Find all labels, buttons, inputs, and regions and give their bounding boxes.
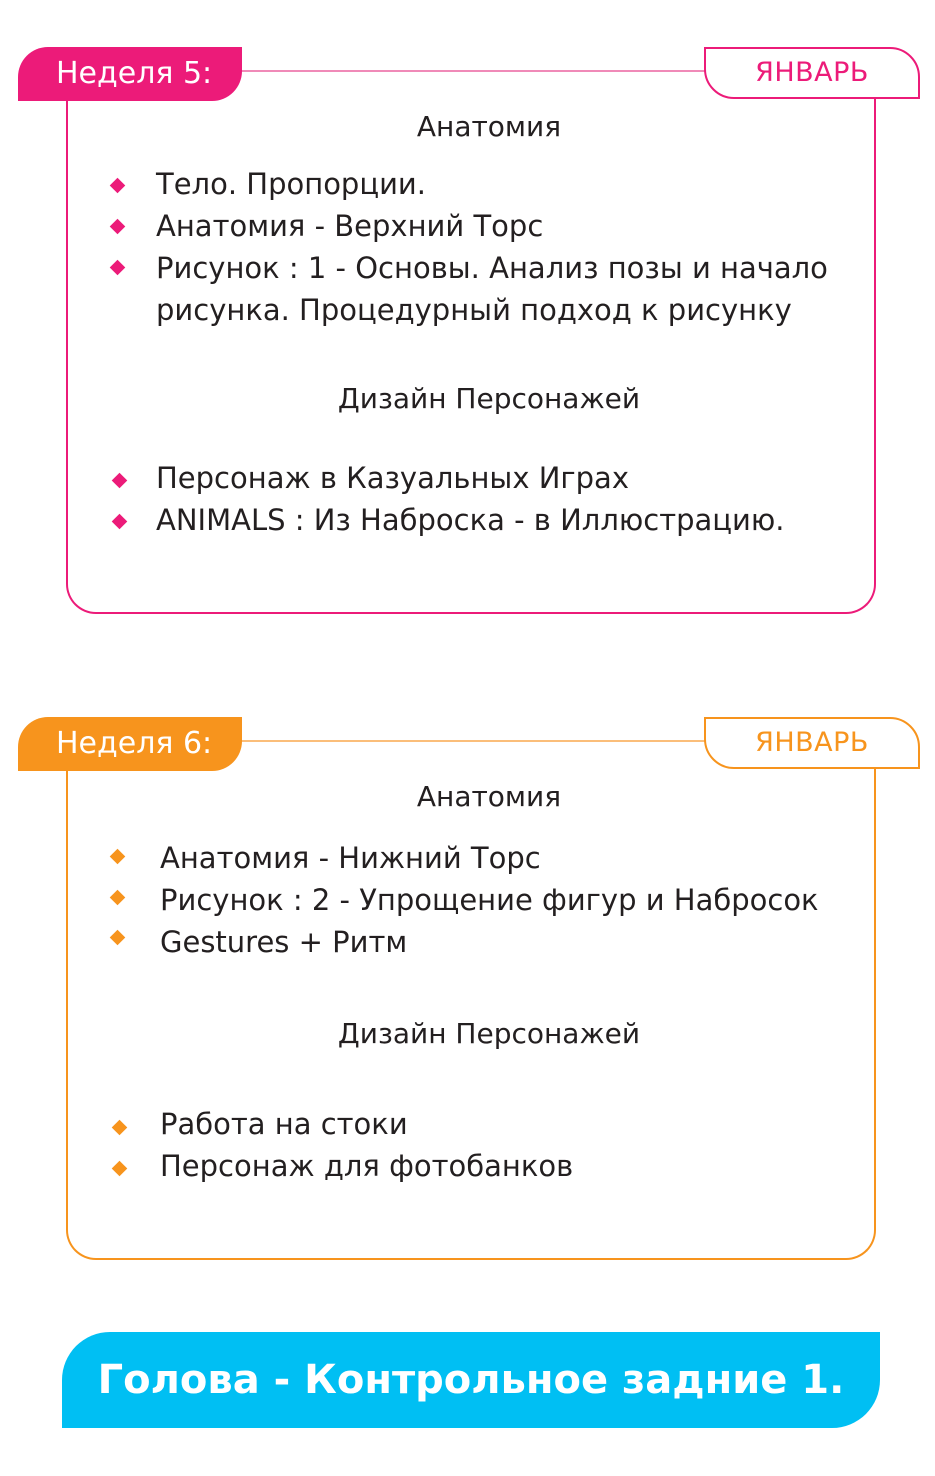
week-5-anatomy-title: Анатомия <box>416 110 562 143</box>
week-5-design-item-1: Персонаж в Казуальных Играх <box>156 461 629 495</box>
week-6-design-title: Дизайн Персонажей <box>337 1017 641 1050</box>
week-6-month-badge: ЯНВАРЬ <box>704 717 920 769</box>
week-6-anatomy-title: Анатомия <box>416 780 562 813</box>
week-5-design-title: Дизайн Персонажей <box>337 382 641 415</box>
week-6-anatomy-item-3: Gestures + Ритм <box>160 925 408 959</box>
week-5-anatomy-item-3: Рисунок : 1 - Основы. Анализ позы и начало рисунка. Процедурный подход к рисунку <box>156 251 828 327</box>
week-5-header-line <box>200 70 720 72</box>
week-5-design-item-2: ANIMALS : Из Наброска - в Иллюстрацию. <box>156 503 785 537</box>
week-6-anatomy-item-1: Анатомия - Нижний Торс <box>160 841 541 875</box>
week-6-anatomy-item-2: Рисунок : 2 - Упрощение фигур и Набросок <box>160 883 819 917</box>
week-6-design-item-2: Персонаж для фотобанков <box>160 1149 574 1183</box>
week-5-month-badge: ЯНВАРЬ <box>704 47 920 99</box>
week-6-design-item-1: Работа на стоки <box>160 1107 408 1141</box>
week-5-anatomy-item-1: Тело. Пропорции. <box>156 167 426 201</box>
test-banner: Голова - Контрольное задние 1. <box>62 1332 880 1428</box>
week-6-label: Неделя 6: <box>18 717 242 771</box>
week-5-label: Неделя 5: <box>18 47 242 101</box>
week-6-header-line <box>200 740 720 742</box>
week-5-anatomy-item-2: Анатомия - Верхний Торс <box>156 209 544 243</box>
